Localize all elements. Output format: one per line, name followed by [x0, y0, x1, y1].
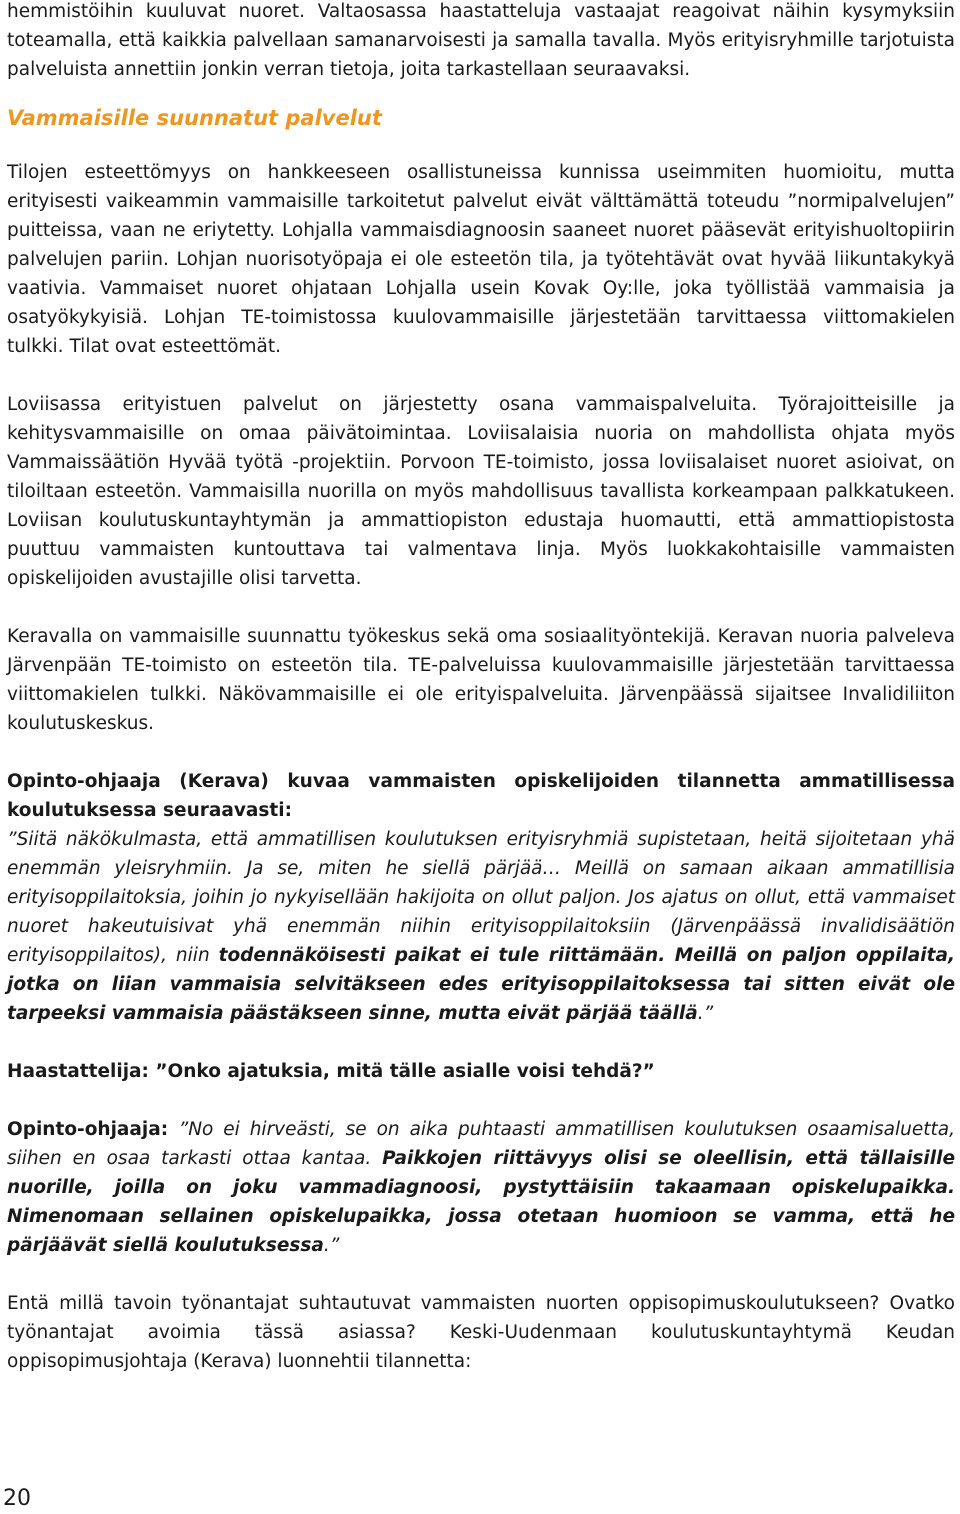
- answer-italic: ”No ei hirveästi, se on aika puhtaasti ammatillisen koulutuksen osaamisaluetta, siihen en osaa tarkasti ottaa kantaa.: [7, 1119, 955, 1169]
- paragraph-gap: [7, 593, 955, 622]
- quote-intro: Opinto-ohjaaja (Kerava) kuvaa vammaisten opiskelijoiden tilannetta ammatillisessa koulutuksessa seuraavasti:: [7, 771, 955, 821]
- section-heading: Vammaisille suunnatut palvelut: [7, 106, 382, 130]
- document-page: [7, 0, 955, 1376]
- quote-block: [7, 825, 955, 1028]
- paragraph-gap: [7, 1028, 955, 1057]
- paragraph-loviisa: Loviisassa erityistuen palvelut on järjestetty osana vammaispalveluita. Työrajoitteisille ja kehitysvammaisille on omaa päivätoimintaa. Loviisalaisia nuoria on mahdollista ohjata myös Vammaissäätiön Hyvää työtä -projektiin. Porvoon TE-toimisto, jossa loviisalaiset nuoret asioivat, on tiloiltaan esteetön. Vammaisilla nuorilla on myös mahdollisuus tavallista korkeampaan palkkatukeen. Loviisan koulutuskuntayhtymän ja ammattiopiston edustaja huomautti, että ammattiopistosta puuttuu vammaisten kuntouttava tai valmentava linja. Myös luokkakohtaisille vammaisten opiskelijoiden avustajille olisi tarvetta.: [7, 394, 955, 589]
- quote-emphasis: todennäköisesti paikat ei tule riittämään. Meillä on paljon oppilaita, jotka on liian vammaisia selvitäkseen edes erityisoppilaitoksessa tai sitten eivät ole tarpeeksi vammaisia päästäkseen sinne, mutta eivät pärjää täällä: [7, 945, 955, 1024]
- paragraph-kerava: Keravalla on vammaisille suunnattu työkeskus sekä oma sosiaalityöntekijä. Keravan nuoria palveleva Järvenpään TE-toimisto on esteetön tila. TE-palveluissa kuulovammaisille järjestetään tarvittaessa viittomakielen tulkki. Näkövammaisille ei ole erityispalveluita. Järvenpäässä sijaitsee Invalidiliiton koulutuskeskus.: [7, 626, 955, 734]
- page-number: 20: [3, 1486, 31, 1511]
- answer-end: .”: [323, 1235, 340, 1256]
- paragraph-lohja: Tilojen esteettömyys on hankkeeseen osallistuneissa kunnissa useimmiten huomioitu, mutta erityisesti vaikeammin vammaisille tarkoitetut palvelut eivät välttämättä toteudu ”normipalvelujen” puitteissa, vaan ne eriytetty. Lohjalla vammaisdiagnoosin saaneet nuoret pääsevät erityishuoltopiirin palvelujen pariin. Lohjan nuorisotyöpaja ei ole esteetön tila, ja työtehtävät ovat hyvää liikuntakykyä vaativia. Vammaiset nuoret ohjataan Lohjalla usein Kovak Oy:lle, joka työllistää vammaisia ja osatyökykyisiä. Lohjan TE-toimistossa kuulovammaisille järjestetään tarvittaessa viittomakielen tulkki. Tilat ovat esteettömät.: [7, 162, 955, 357]
- paragraph-gap: [7, 738, 955, 767]
- closing-paragraph: Entä millä tavoin työnantajat suhtautuvat vammaisten nuorten oppisopimuskoulutukseen? Ovatko työnantajat avoimia tässä asiassa? Keski-Uudenmaan koulutuskuntayhtymä Keudan oppisopimusjohtaja (Kerava) luonnehtii tilannetta:: [7, 1293, 955, 1372]
- counselor-answer: [7, 1115, 955, 1260]
- paragraph-gap: [7, 1086, 955, 1115]
- quote-end: .”: [697, 1003, 714, 1024]
- speaker-label: Opinto-ohjaaja:: [7, 1119, 179, 1140]
- intro-paragraph: hemmistöihin kuuluvat nuoret. Valtaosassa haastatteluja vastaajat reagoivat näihin kysymyksiin toteamalla, että kaikkia palvellaan samanarvoisesti ja samalla tavalla. Myös erityisryhmille tarjotuista palveluista annettiin jonkin verran tietoja, joita tarkastellaan seuraavaksi.: [7, 1, 955, 80]
- paragraph-gap: [7, 1260, 955, 1289]
- quote-italic: ”Siitä näkökulmasta, että ammatillisen koulutuksen erityisryhmiä supistetaan, heitä sijoitetaan yhä enemmän yleisryhmiin. Ja se, miten he siellä pärjää… Meillä on samaan aikaan ammatillisia erityisoppilaitoksia, joihin jo nykyisellään hakijoita on ollut paljon. Jos ajatus on ollut, että vammaiset nuoret hakeutuisivat yhä enemmän niihin erityisoppilaitoksiin (Järvenpäässä invalidisäätiön erityisoppilaitos), niin: [7, 829, 955, 966]
- answer-emphasis: Paikkojen riittävyys olisi se oleellisin, että tällaisille nuorille, joilla on joku vammadiagnoosi, pystyttäisiin takaamaan opiskelupaikka. Nimenomaan sellainen opiskelupaikka, jossa otetaan huomioon se vamma, että he pärjäävät siellä koulutuksessa: [7, 1148, 955, 1256]
- paragraph-gap: [7, 361, 955, 390]
- interviewer-question: Haastattelija: ”Onko ajatuksia, mitä tälle asialle voisi tehdä?”: [7, 1061, 655, 1082]
